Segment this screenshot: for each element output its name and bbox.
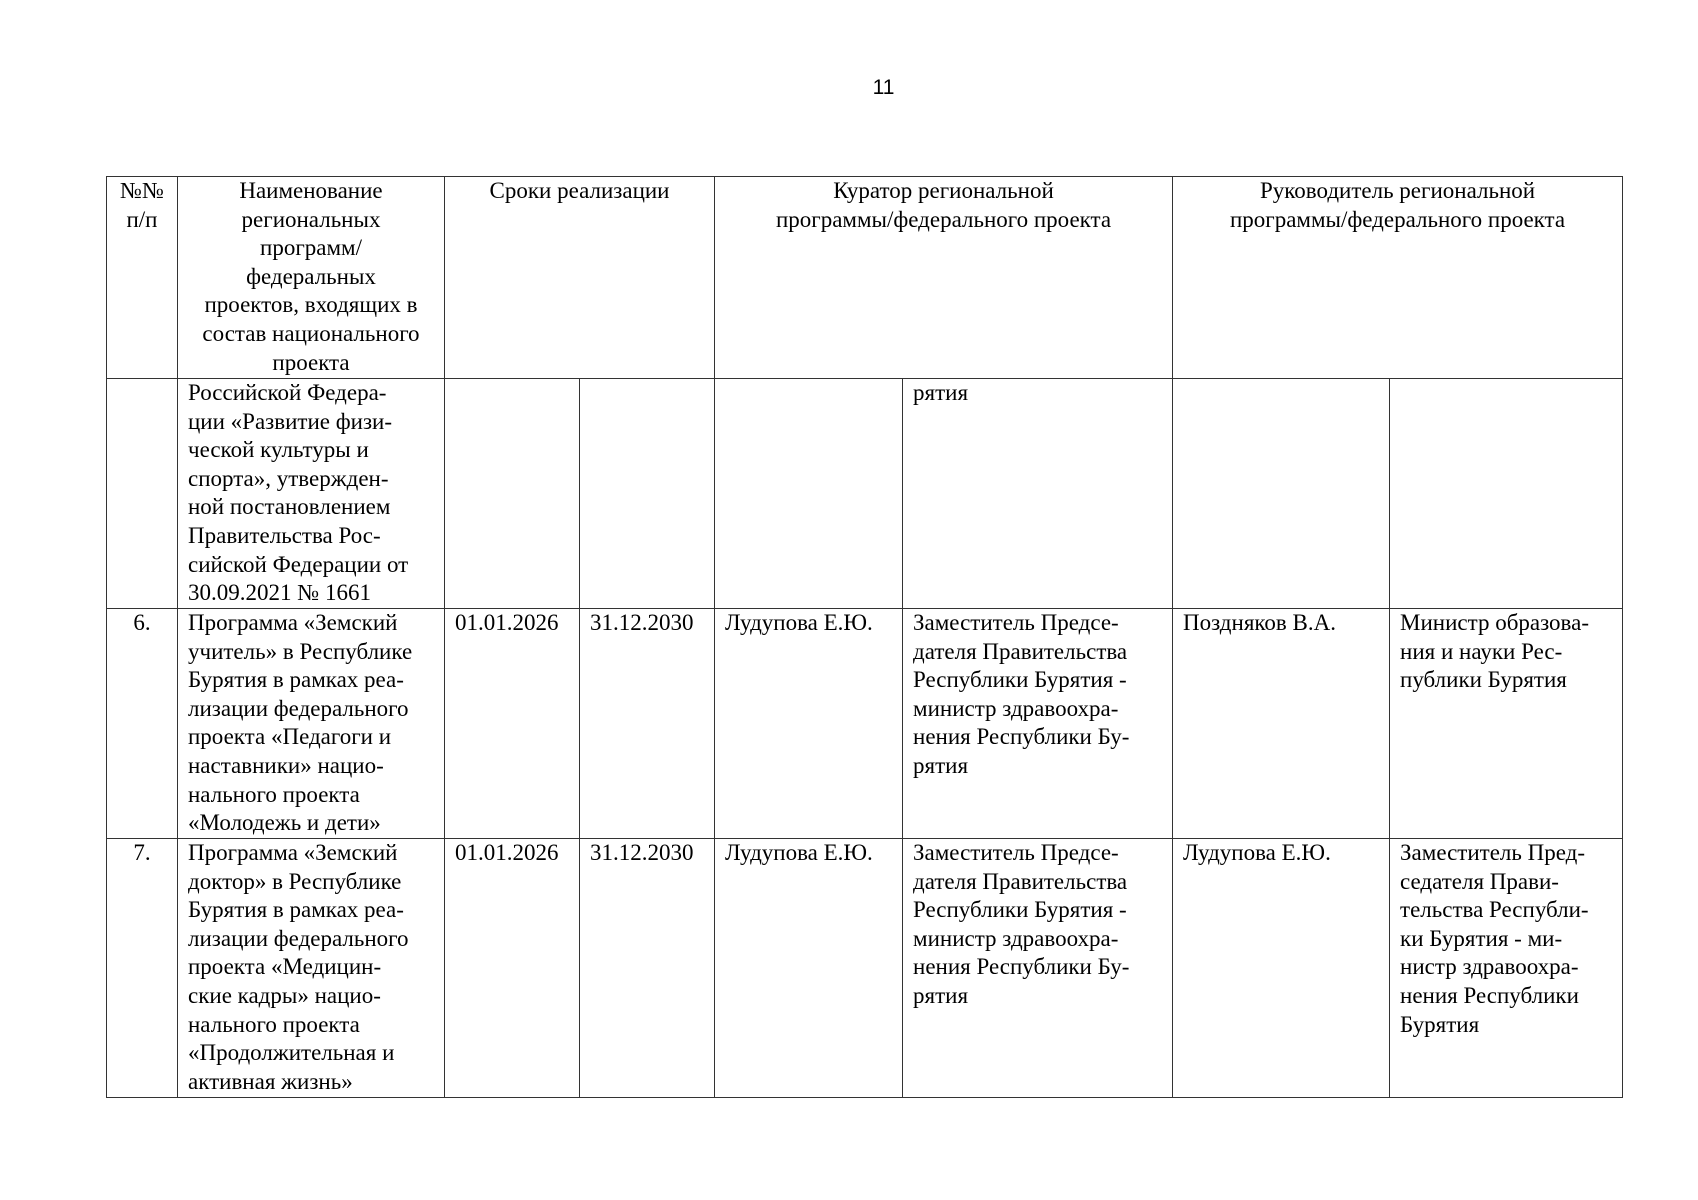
row-end: 31.12.2030 (580, 839, 715, 1098)
row-curator-position: Заместитель Предсе- дателя Правительства Республики Бурятия - министр здравоохра- нения Республики Бу- рятия (903, 609, 1173, 839)
row-num: 7. (107, 839, 178, 1098)
row-leader-name: Лудупова Е.Ю. (1173, 839, 1390, 1098)
row-curator-name: Лудупова Е.Ю. (715, 609, 903, 839)
header-name: Наименование региональных программ/ федеральных проектов, входящих в состав национального проекта (178, 177, 445, 379)
table-row (107, 379, 1623, 609)
header-terms: Сроки реализации (445, 177, 715, 379)
header-leader: Руководитель региональной программы/федерального проекта (1173, 177, 1623, 379)
row-curator-name: Лудупова Е.Ю. (715, 839, 903, 1098)
page-number: 11 (872, 76, 895, 99)
row-leader-name (1173, 379, 1390, 609)
row-leader-position (1390, 379, 1623, 609)
header-num: №№ п/п (107, 177, 178, 379)
table-header-row (107, 177, 1623, 379)
row-start: 01.01.2026 (445, 609, 580, 839)
row-end: 31.12.2030 (580, 609, 715, 839)
row-curator-name (715, 379, 903, 609)
table-row (107, 609, 1623, 839)
row-leader-name: Поздняков В.А. (1173, 609, 1390, 839)
row-num (107, 379, 178, 609)
row-start: 01.01.2026 (445, 839, 580, 1098)
header-curator: Куратор региональной программы/федерального проекта (715, 177, 1173, 379)
row-end (580, 379, 715, 609)
row-leader-position: Министр образова- ния и науки Рес- публики Бурятия (1390, 609, 1623, 839)
row-num: 6. (107, 609, 178, 839)
row-curator-position: Заместитель Предсе- дателя Правительства Республики Бурятия - министр здравоохра- нения Республики Бу- рятия (903, 839, 1173, 1098)
row-curator-position: рятия (903, 379, 1173, 609)
row-leader-position: Заместитель Пред- седателя Прави- тельства Республи- ки Бурятия - ми- нистр здравоохра- нения Республики Бурятия (1390, 839, 1623, 1098)
row-name: Программа «Земский учитель» в Республике Бурятия в рамках реа- лизации федерального проекта «Педагоги и наставники» нацио- нального проекта «Молодежь и дети» (178, 609, 445, 839)
row-name: Российской Федера- ции «Развитие физи- ческой культуры и спорта», утвержден- ной постановлением Правительства Рос- сийской Федерации от 30.09.2021 № 1661 (178, 379, 445, 609)
projects-table (106, 176, 1623, 1098)
row-name: Программа «Земский доктор» в Республике Бурятия в рамках реа- лизации федерального проекта «Медицин- ские кадры» нацио- нального проекта «Продолжительная и активная жизнь» (178, 839, 445, 1098)
table-row (107, 839, 1623, 1098)
row-start (445, 379, 580, 609)
